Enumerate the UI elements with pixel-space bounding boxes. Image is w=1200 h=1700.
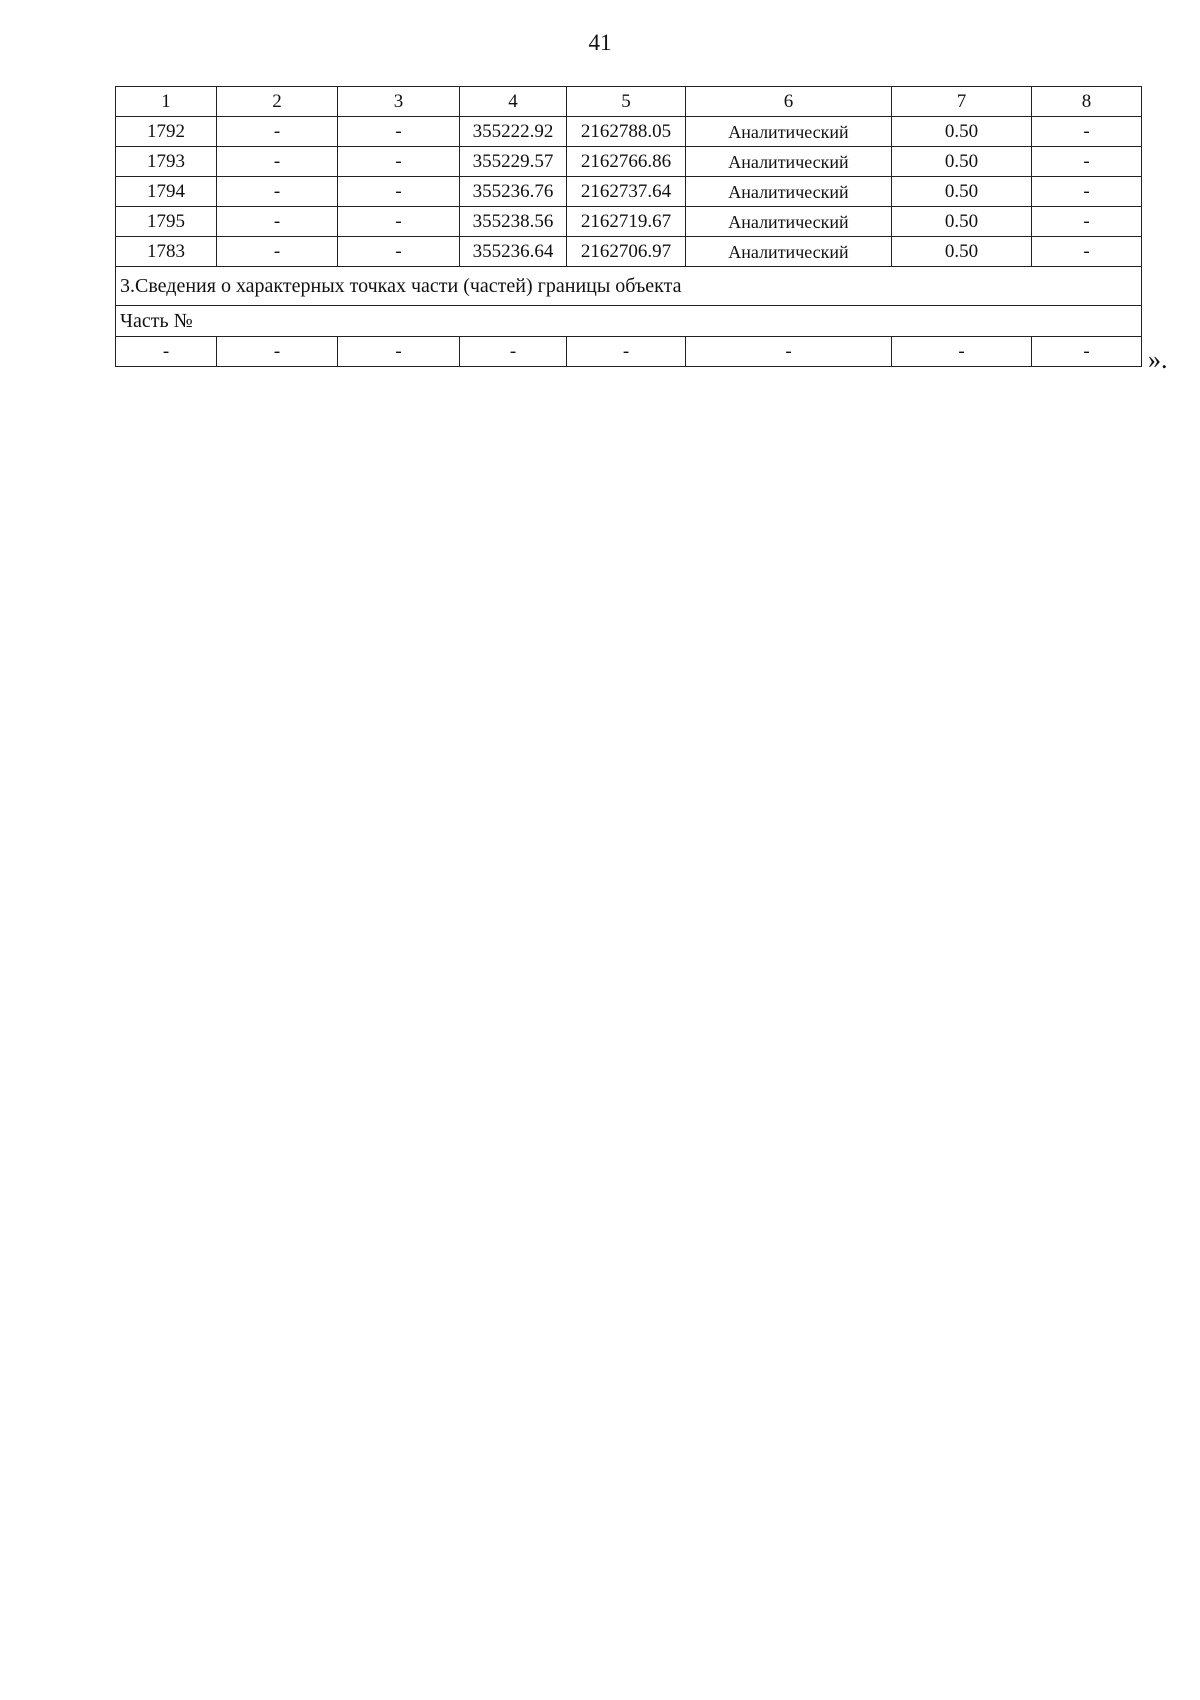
accuracy-cell: 0.50 (892, 207, 1032, 237)
table-row (116, 147, 1142, 177)
header-cell: 5 (567, 87, 686, 117)
table-cell: - (686, 337, 892, 367)
method-cell: Аналитический (686, 177, 892, 207)
y-coordinate-cell: 2162706.97 (567, 237, 686, 267)
section-title: 3.Сведения о характерных точках части (частей) границы объекта (116, 267, 1142, 306)
point-number-cell: 1783 (116, 237, 217, 267)
table-cell: - (217, 207, 338, 237)
x-coordinate-cell: 355238.56 (460, 207, 567, 237)
table-cell: - (338, 237, 460, 267)
table-cell: - (217, 177, 338, 207)
header-cell: 3 (338, 87, 460, 117)
table-cell: - (1032, 207, 1142, 237)
closing-quote-mark: ». (1148, 345, 1168, 374)
table-row (116, 177, 1142, 207)
header-cell: 2 (217, 87, 338, 117)
part-label-row (116, 306, 1142, 337)
table-cell: - (338, 337, 460, 367)
x-coordinate-cell: 355229.57 (460, 147, 567, 177)
header-cell: 7 (892, 87, 1032, 117)
x-coordinate-cell: 355236.64 (460, 237, 567, 267)
table-cell: - (338, 177, 460, 207)
table-row (116, 117, 1142, 147)
method-cell: Аналитический (686, 147, 892, 177)
table-cell: - (567, 337, 686, 367)
accuracy-cell: 0.50 (892, 177, 1032, 207)
table-cell: - (217, 147, 338, 177)
accuracy-cell: 0.50 (892, 117, 1032, 147)
point-number-cell: 1795 (116, 207, 217, 237)
x-coordinate-cell: 355222.92 (460, 117, 567, 147)
x-coordinate-cell: 355236.76 (460, 177, 567, 207)
table-cell: - (1032, 177, 1142, 207)
y-coordinate-cell: 2162737.64 (567, 177, 686, 207)
table-cell: - (217, 337, 338, 367)
table-row (116, 207, 1142, 237)
empty-row (116, 337, 1142, 367)
table-cell: - (217, 237, 338, 267)
table-cell: - (338, 207, 460, 237)
table-cell: - (338, 117, 460, 147)
header-cell: 1 (116, 87, 217, 117)
table-cell: - (1032, 237, 1142, 267)
table-cell: - (338, 147, 460, 177)
table-cell: - (892, 337, 1032, 367)
table-cell: - (217, 117, 338, 147)
y-coordinate-cell: 2162766.86 (567, 147, 686, 177)
table-header-row (116, 87, 1142, 117)
header-cell: 8 (1032, 87, 1142, 117)
table-cell: - (1032, 147, 1142, 177)
accuracy-cell: 0.50 (892, 147, 1032, 177)
coordinates-table (115, 86, 1142, 367)
point-number-cell: 1792 (116, 117, 217, 147)
method-cell: Аналитический (686, 117, 892, 147)
y-coordinate-cell: 2162719.67 (567, 207, 686, 237)
header-cell: 4 (460, 87, 567, 117)
accuracy-cell: 0.50 (892, 237, 1032, 267)
method-cell: Аналитический (686, 207, 892, 237)
table-cell: - (116, 337, 217, 367)
page-number: 41 (588, 30, 612, 55)
y-coordinate-cell: 2162788.05 (567, 117, 686, 147)
table-cell: - (460, 337, 567, 367)
point-number-cell: 1793 (116, 147, 217, 177)
point-number-cell: 1794 (116, 177, 217, 207)
table-cell: - (1032, 117, 1142, 147)
method-cell: Аналитический (686, 237, 892, 267)
table-cell: - (1032, 337, 1142, 367)
table-row (116, 237, 1142, 267)
part-label: Часть № (116, 306, 1142, 337)
header-cell: 6 (686, 87, 892, 117)
section-title-row (116, 267, 1142, 306)
